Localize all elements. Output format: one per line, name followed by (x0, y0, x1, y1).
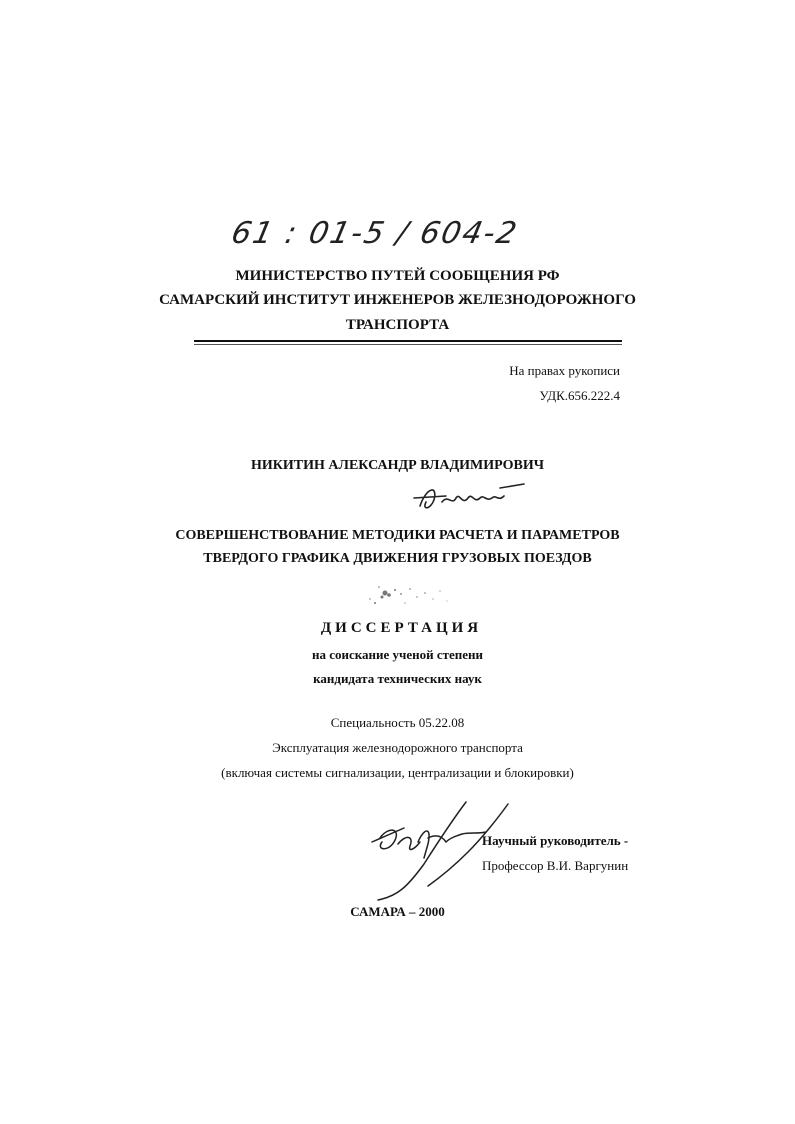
specialty-details: (включая системы сигнализации, централизации и блокировки) (221, 765, 574, 780)
author-signature (412, 480, 532, 516)
header-divider-thin (194, 344, 622, 345)
author-name: НИКИТИН АЛЕКСАНДР ВЛАДИМИРОВИЧ (250, 458, 545, 473)
handwritten-archive-number: 61 : 01-5 / 604-2 (228, 216, 522, 251)
supervisor-name: Профессор В.И. Варгунин (482, 858, 629, 873)
institute-name: САМАРСКИЙ ИНСТИТУТ ИНЖЕНЕРОВ ЖЕЛЕЗНОДОРОЖНОГО (159, 292, 636, 308)
supervisor-label: Научный руководитель - (482, 833, 629, 848)
dissertation-title-line1: СОВЕРШЕНСТВОВАНИЕ МЕТОДИКИ РАСЧЕТА И ПАРАМЕТРОВ (175, 528, 620, 543)
stamp-smudge (355, 575, 465, 615)
udc-code: УДК.656.222.4 (539, 388, 620, 403)
degree-line1: на соискание ученой степени (311, 647, 484, 662)
document-type: ДИССЕРТАЦИЯ (320, 620, 483, 636)
dissertation-title-line2: ТВЕРДОГО ГРАФИКА ДВИЖЕНИЯ ГРУЗОВЫХ ПОЕЗДОВ (203, 551, 592, 566)
place-year: САМАРА – 2000 (350, 904, 445, 919)
manuscript-rights: На правах рукописи (509, 363, 620, 378)
header-divider (194, 340, 622, 342)
degree-line2: кандидата технических наук (313, 671, 482, 686)
specialty-name: Эксплуатация железнодорожного транспорта (272, 740, 523, 755)
specialty-code: Специальность 05.22.08 (330, 715, 465, 730)
ministry-name: МИНИСТЕРСТВО ПУТЕЙ СООБЩЕНИЯ РФ (235, 268, 560, 284)
institute-name-cont: ТРАНСПОРТА (345, 317, 450, 333)
supervisor-signature (358, 798, 518, 902)
